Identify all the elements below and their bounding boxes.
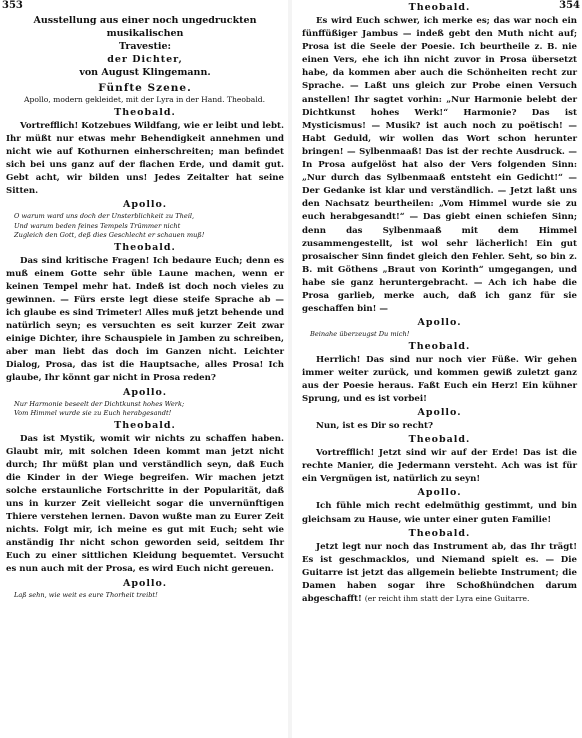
- speaker-name: Apollo.: [122, 199, 168, 211]
- scene-heading: Fünfte Szene.: [98, 82, 192, 94]
- verse-line: Laß sehn, wie weit es eure Thorheit treibt!: [14, 590, 158, 599]
- speaker-name: Theobald.: [408, 434, 471, 446]
- speaker-name: Theobald.: [408, 527, 471, 539]
- stage-direction: Apollo, modern gekleidet, mit der Lyra in der Hand. Theobald.: [24, 95, 266, 104]
- speaker-name: Theobald.: [114, 241, 176, 253]
- verse-line: O warum ward uns doch der Unsterblichkeit zu Theil,: [14, 212, 195, 221]
- speech-text: Das sind kritische Fragen! Ich bedaure Euch; denn es muß einem Gotte sehr üble Laune machen, wenn er keinen Tempel mehr hat. Indeß ist doch noch vieles zu gewinnen. — Fürs erste legt diese steife Sprache ab — ich glaube es sind Trimeter! Alles muß jetzt behende und natürlich seyn; es versuchten es seit kurzer Zeit zwar einige Dichter, ihre Schauspiele in Jamben zu schreiben, aber man liebt das doch im Ganzen nicht. Leichter Dialog, Prosa, das ist die Hauptsache, alles Prosa! Ich glaube, Ihr könnt gar nicht in Prosa reden?: [6, 255, 284, 384]
- speaker-name: Apollo.: [417, 487, 462, 499]
- speech-text: Nun, ist es Dir so recht?: [316, 421, 433, 432]
- speaker-name: Theobald.: [408, 2, 471, 13]
- verse-line: Beinahe überzeugst Du mich!: [310, 330, 410, 339]
- speech-text: Es wird Euch schwer, ich merke es; das war noch ein fünffüßiger Jambus — indeß gebt den Muth nicht auf; Prosa ist die Seele der Poesie. Ich beurtheile z. B. nie einen Vers, ehe ich ihn nicht zuvor in Prosa übersetzt habe, da kommen aber auch die Schönheiten recht zur Sprache. — Laßt uns gleich zur Probe einen Versuch anstellen! Ihr sagtet vorhin: „Nur Harmonie belebt der Dichtkunst hohes Werk!“ Harmonie? Das ist Mysticismus! — Musik? ist auch noch zu poëtisch! — Habt Geduld, wir wollen das Wort schon herunter bringen! — Sylbenmaaß! Das ist der rechte Ausdruck. — In Prosa aufgelöst hat also der Vers folgenden Sinn: „Nur durch das Sylbenmaaß entsteht ein Gedicht!“ — Der Gedanke ist klar und verständlich. — Jetzt laßt uns den Nachsatz beurtheilen: „Vom Himmel wurde sie zu euch herabgesandt!“ — Das giebt einen schiefen Sinn; denn das Sylbenmaaß mit dem Himmel zusammengestellt, ist wol sehr lächerlich! Ein gut prosaischer Sinn findet gleich den Fehler. Seht, so bin z. B. mit Göthens „Braut von Korinth“ umgegangen, und habe sie ganz heruntergebracht. — Ach ich habe die Prosa garlieb, merke auch, daß ich ganz für sie geschaffen bin! —: [302, 16, 577, 315]
- stage-direction: (er reicht ihm statt der Lyra eine Guitarre.: [364, 593, 530, 603]
- title-line: Ausstellung aus einer noch ungedruckten musikalischen: [33, 15, 257, 39]
- speaker-name: Apollo.: [122, 577, 168, 589]
- verse-line: Nur Harmonie beseelt der Dichtkunst hohes Werk;: [14, 399, 185, 408]
- title-line: Travestie:: [119, 41, 171, 52]
- verse-line: Und warum beden feines Tempels Trümmer nicht: [14, 221, 181, 230]
- page-number: 354: [559, 0, 580, 11]
- speech-text: Jetzt legt nur noch das Instrument ab, das Ihr trägt! Es ist geschmacklos, und Niemand spielt es. — Die Guitarre ist jetzt das allgemein beliebte Instrument; die Damen haben sogar ihre Schoßhündchen darum abgeschafft! (er reicht ihm statt der Lyra eine Guitarre.: [302, 541, 577, 604]
- speaker-name: Theobald.: [114, 419, 176, 431]
- title-line: der Dichter,: [107, 54, 183, 65]
- speaker-name: Apollo.: [417, 407, 462, 419]
- verse-line: Vom Himmel wurde sie zu Euch herabgesandt!: [14, 409, 172, 417]
- page-number: 353: [2, 0, 23, 11]
- speaker-name: Theobald.: [408, 340, 471, 352]
- page-body: [0, 14, 288, 600]
- speaker-name: Apollo.: [122, 386, 168, 398]
- verse-line: Zugleich den Gott, deß dies Geschlecht er schauen muß!: [14, 231, 205, 240]
- speech-text: Vortrefflich! Kotzebues Wildfang, wie er leibt und lebt. Ihr müßt nur etwas mehr Behendigkeit annehmen und nicht wie auf Kothurnen einherschreiten; man befindet sich bei uns ganz auf der flachen Erde, und damit gut. Gebt acht, wir bilden uns! Jedes Zeitalter hat seine Sitten.: [6, 120, 284, 196]
- speaker-name: Theobald.: [114, 106, 176, 118]
- speech-text: Ich fühle mich recht edelmüthig gestimmt, und bin gleichsam zu Hause, wie unter einer guten Familie!: [302, 501, 577, 525]
- title-line: von August Klingemann.: [79, 67, 211, 78]
- speech-text: Herrlich! Das sind nur noch vier Füße. Wir gehen immer weiter zurück, und kommen gewiß zuletzt ganz aus der Poesie heraus. Faßt Euch ein Herz! Ein kühner Sprung, und es ist vorbei!: [302, 354, 577, 404]
- speech-text: Vortrefflich! Jetzt sind wir auf der Erde! Das ist die rechte Manier, die Jedermann versteht. Ach was ist für ein Vergnügen ist, natürlich zu seyn!: [302, 448, 577, 485]
- left-page: [0, 0, 288, 738]
- right-page: [292, 0, 582, 738]
- speaker-name: Apollo.: [417, 317, 462, 329]
- speech-text: Das ist Mystik, womit wir nichts zu schaffen haben. Glaubt mir, mit solchen Ideen kommt man jetzt nicht durch; Ihr müßt plan und verständlich seyn, daß Euch die Kinder in der Wiege begreifen. Wir machen jetzt solche erstaunliche Fortschritte in der Popularität, daß uns in kurzer Zeit vielleicht sogar die unvernünftigen Thiere verstehen lernen. Davon wußte man zu Eurer Zeit nichts. Folgt mir, ich meine es gut mit Euch; seht wie anständig Ihr nicht schon geworden seid, seitdem Ihr Euch zu einer sittlichen Kleidung bequemtet. Versucht es nun auch mit der Prosa, es wird Euch nicht gereuen.: [6, 433, 284, 575]
